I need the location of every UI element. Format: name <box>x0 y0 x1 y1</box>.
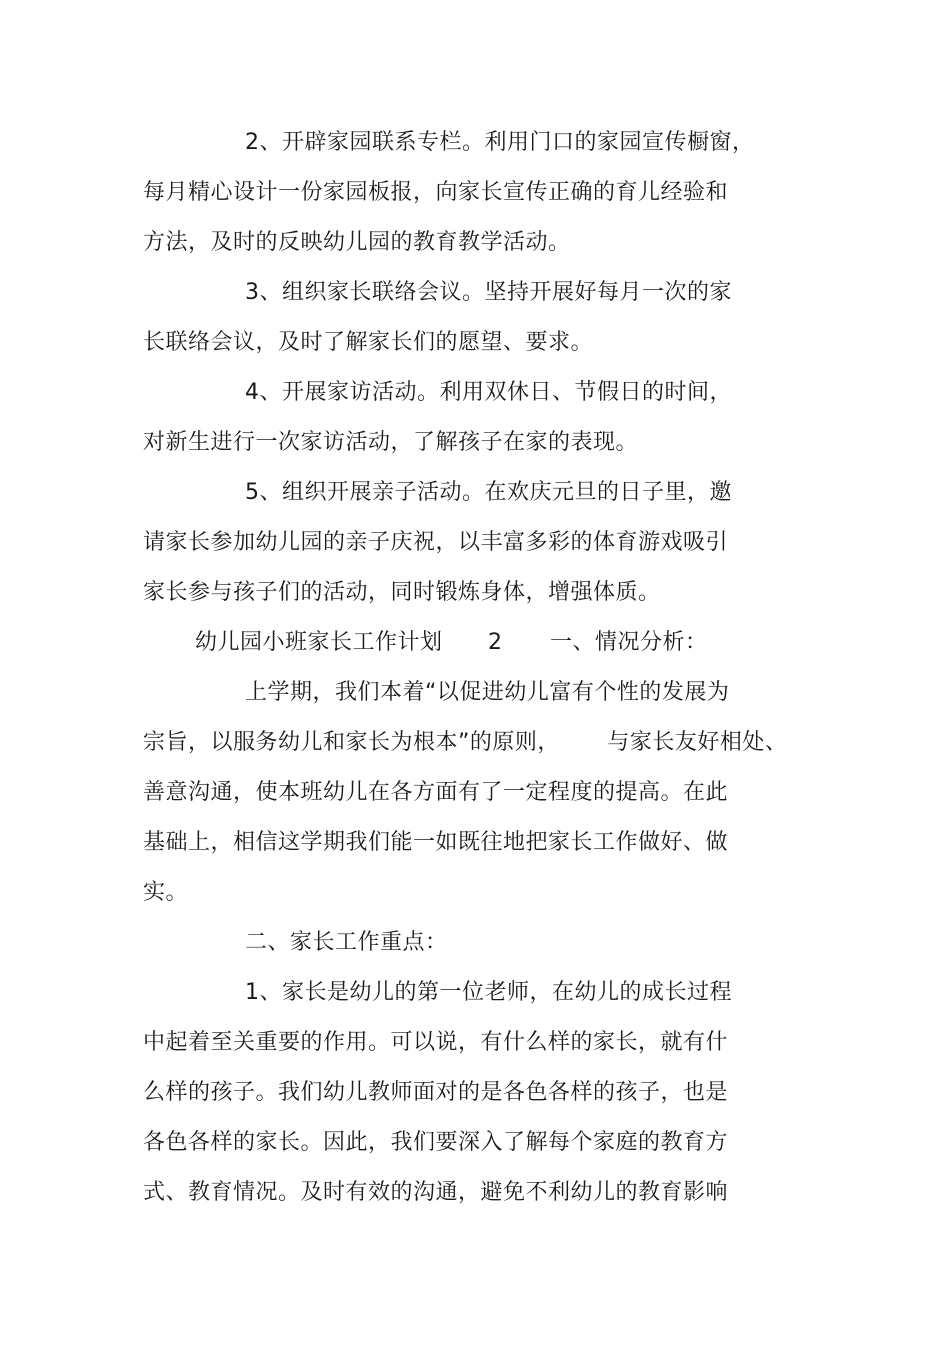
plan-title: 幼儿园小班家长工作计划 <box>195 630 443 655</box>
paragraph-line: 对新生进行一次家访活动，了解孩子在家的表现。 <box>143 430 639 455</box>
paragraph-line: 4、开展家访活动。利用双休日、节假日的时间， <box>245 380 732 405</box>
paragraph-segment: 与家长友好相处、 <box>607 730 788 755</box>
paragraph-line: 善意沟通，使本班幼儿在各方面有了一定程度的提高。在此 <box>143 780 729 805</box>
paragraph-line: 各色各样的家长。因此，我们要深入了解每个家庭的教育方 <box>143 1130 729 1155</box>
paragraph-line: 每月精心设计一份家园板报，向家长宣传正确的育儿经验和 <box>143 180 729 205</box>
paragraph-line: 么样的孩子。我们幼儿教师面对的是各色各样的孩子，也是 <box>143 1080 729 1105</box>
paragraph-line: 1、家长是幼儿的第一位老师，在幼儿的成长过程 <box>245 980 732 1005</box>
paragraph-line: 家长参与孩子们的活动，同时锻炼身体，增强体质。 <box>143 580 661 605</box>
paragraph-line: 5、组织开展亲子活动。在欢庆元旦的日子里，邀 <box>245 480 732 505</box>
paragraph-line: 方法，及时的反映幼儿园的教育教学活动。 <box>143 230 571 255</box>
plan-number: 2 <box>488 630 503 655</box>
paragraph-line: 基础上，相信这学期我们能一如既往地把家长工作做好、做 <box>143 830 729 855</box>
paragraph-line: 式、教育情况。及时有效的沟通，避免不利幼儿的教育影响 <box>143 1180 729 1205</box>
paragraph-line: 上学期，我们本着“以促进幼儿富有个性的发展为 <box>245 680 730 705</box>
paragraph-line: 请家长参加幼儿园的亲子庆祝，以丰富多彩的体育游戏吸引 <box>143 530 729 555</box>
paragraph-line: 2、开辟家园联系专栏。利用门口的家园宣传橱窗， <box>245 130 755 155</box>
paragraph-line: 实。 <box>143 880 189 905</box>
paragraph-line: 3、组织家长联络会议。坚持开展好每月一次的家 <box>245 280 732 305</box>
section-heading: 二、家长工作重点： <box>245 930 448 955</box>
paragraph-line: 长联络会议，及时了解家长们的愿望、要求。 <box>143 330 594 355</box>
plan-title-line <box>195 628 708 658</box>
section-heading: 一、情况分析： <box>550 630 708 655</box>
paragraph-segment: 宗旨，以服务幼儿和家长为根本”的原则， <box>143 730 560 755</box>
paragraph-line <box>143 728 787 758</box>
paragraph-line: 中起着至关重要的作用。可以说，有什么样的家长，就有什 <box>143 1030 729 1055</box>
